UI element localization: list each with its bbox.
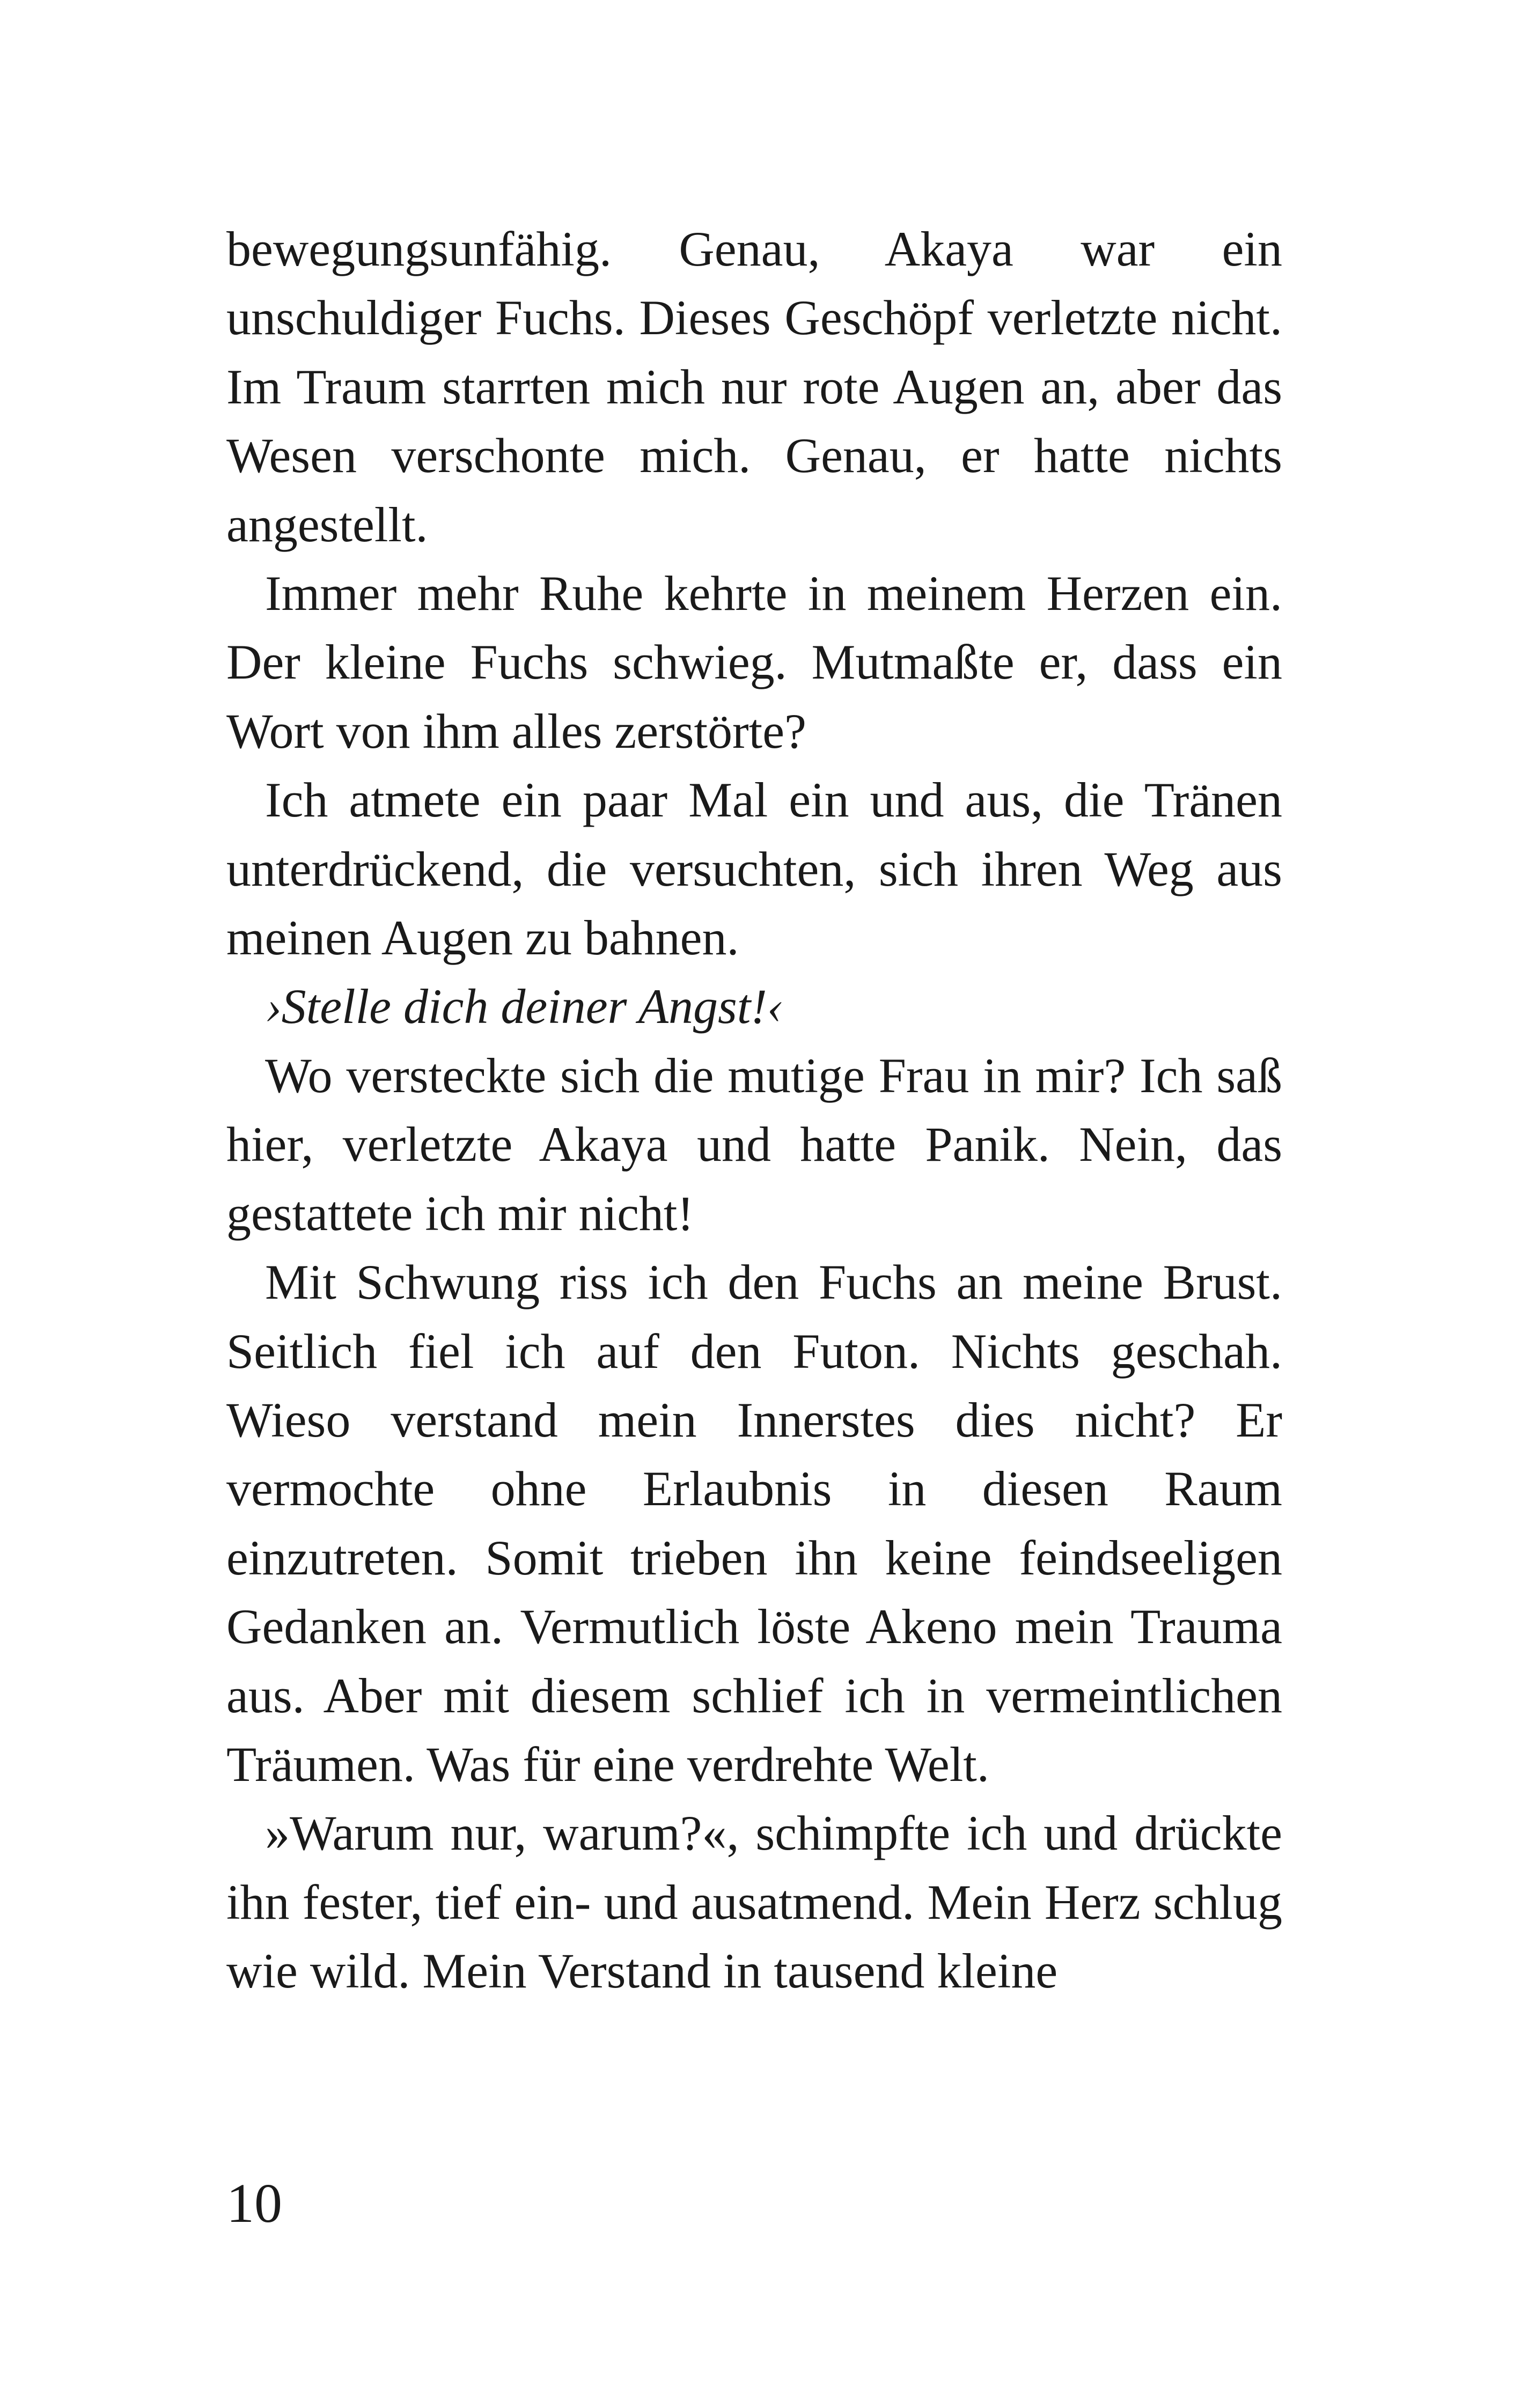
paragraph-3: Ich atmete ein paar Mal ein und aus, die Tränen unterdrückend, die versuchten, sich ihren Weg aus meinen Augen zu bahnen. — [226, 772, 1282, 966]
paragraph-6: Mit Schwung riss ich den Fuchs an meine Brust. Seitlich fiel ich auf den Futon. Nichts geschah. Wieso verstand mein Innerstes dies nicht? Er vermochte ohne Erlaubnis in diesen Raum einzutreten. Somit trieben ihn keine feindseeligen Gedanken an. Vermutlich löste Akeno mein Trauma aus. Aber mit diesem schlief ich in vermeintlichen Träumen. Was für eine verdrehte Welt. — [226, 1255, 1282, 1792]
paragraph-5: Wo versteckte sich die mutige Frau in mir? Ich saß hier, verletzte Akaya und hatte Panik. Nein, das gestattete ich mir nicht! — [226, 1048, 1282, 1241]
page-number: 10 — [226, 2173, 282, 2234]
body-text — [226, 215, 1282, 2006]
paragraph-1: bewegungsunfähig. Genau, Akaya war ein unschuldiger Fuchs. Dieses Geschöpf verletzte nicht. Im Traum starrten mich nur rote Augen an, aber das Wesen verschonte mich. Genau, er hatte nichts angestellt. — [226, 222, 1282, 552]
paragraph-2: Immer mehr Ruhe kehrte in meinem Herzen ein. Der kleine Fuchs schwieg. Mutmaßte er, dass ein Wort von ihm alles zerstörte? — [226, 566, 1282, 759]
paragraph-7: »Warum nur, warum?«, schimpfte ich und drückte ihn fester, tief ein- und ausatmend. Mein Herz schlug wie wild. Mein Verstand in tausend kleine — [226, 1806, 1282, 1999]
paragraph-4-italic-quote: ›Stelle dich deiner Angst!‹ — [265, 979, 784, 1034]
